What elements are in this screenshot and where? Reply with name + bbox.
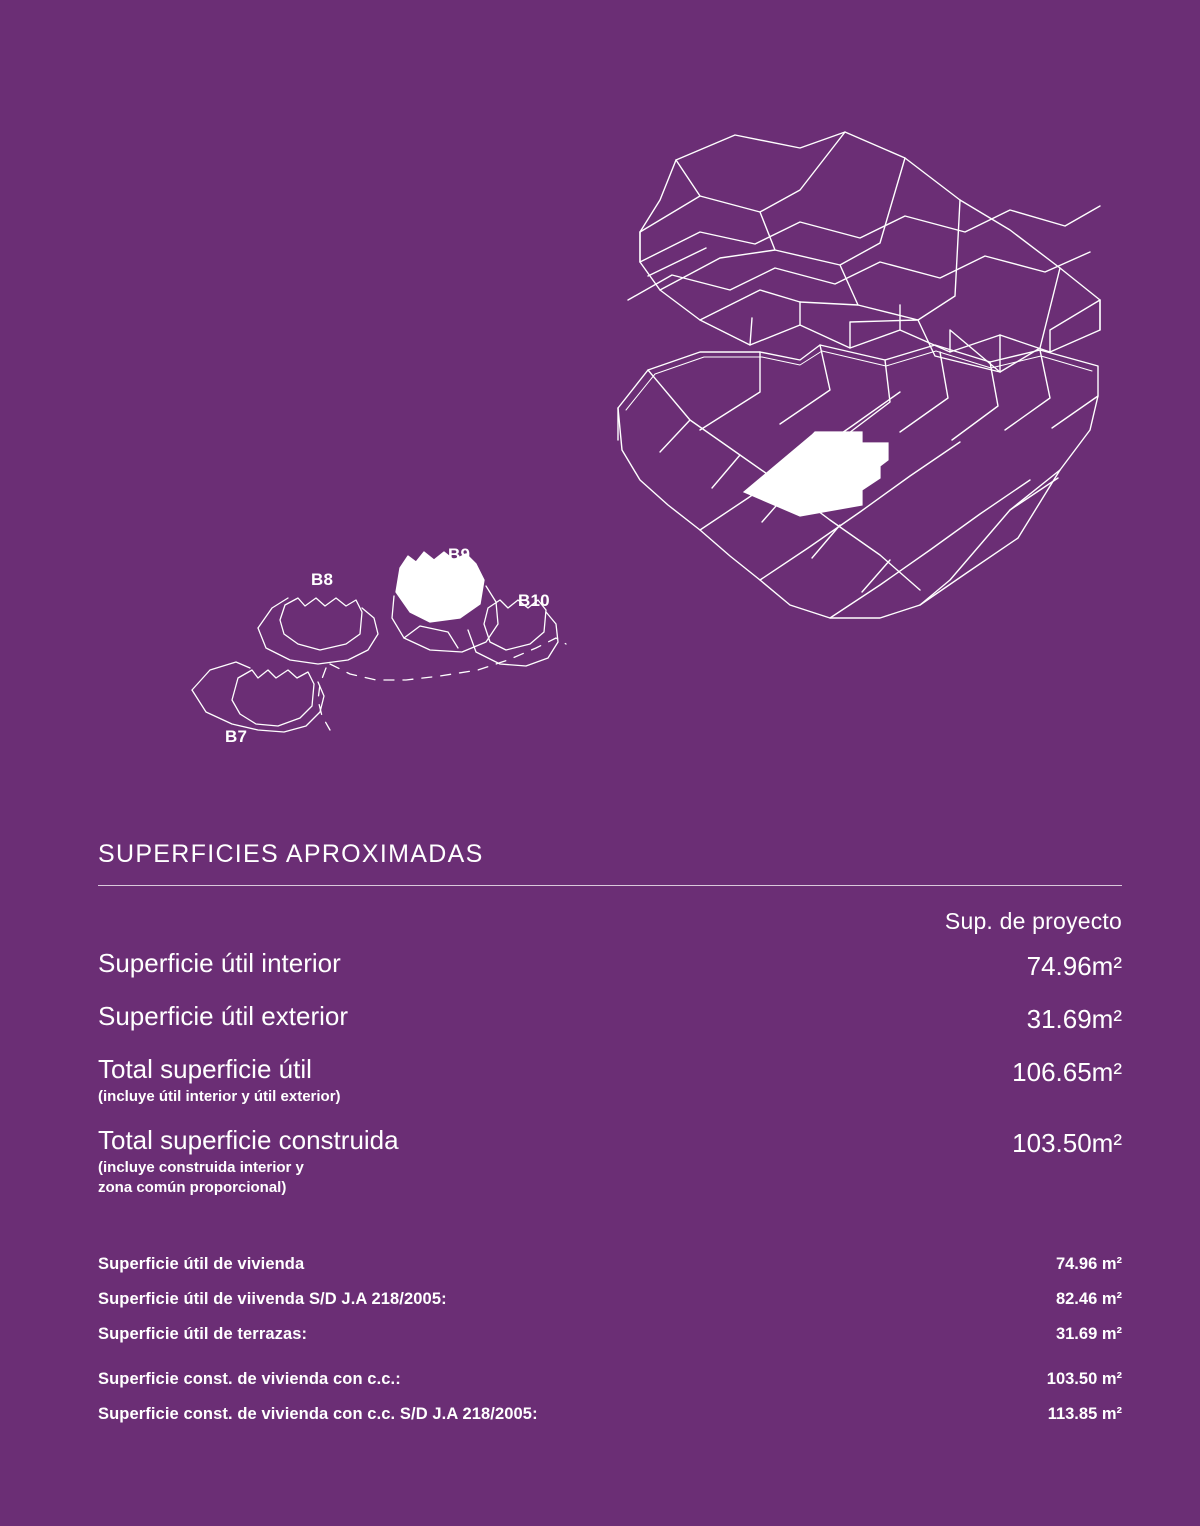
keyplan-label-b10: B10 <box>518 591 550 610</box>
site-key-plan <box>192 552 566 732</box>
detail-value: 113.85 m² <box>1047 1404 1122 1423</box>
title-divider <box>98 885 1122 886</box>
table-row <box>98 949 1122 982</box>
row-value: 31.69m² <box>1026 1004 1122 1034</box>
detail-label: Superficie const. de vivienda con c.c. S/D J.A 218/2005: <box>98 1404 538 1423</box>
column-header-sup-proyecto: Sup. de proyecto <box>944 908 1122 934</box>
row-value: 74.96m² <box>1026 951 1122 981</box>
list-item <box>98 1405 1122 1424</box>
surfaces-section <box>98 840 1122 1440</box>
row-sublabel: (incluye útil interior y útil exterior) <box>98 1088 341 1106</box>
detail-label: Superficie útil de vivienda <box>98 1254 305 1273</box>
keyplan-label-b9: B9 <box>448 545 471 564</box>
table-row <box>98 1002 1122 1035</box>
list-item <box>98 1325 1122 1344</box>
detail-label: Superficie const. de vivienda con c.c.: <box>98 1369 401 1388</box>
row-label: Superficie útil interior <box>98 948 341 978</box>
table-row <box>98 1055 1122 1106</box>
row-label: Superficie útil exterior <box>98 1001 348 1031</box>
section-title: SUPERFICIES APROXIMADAS <box>98 840 484 868</box>
detail-label: Superficie útil de viivenda S/D J.A 218/2005: <box>98 1289 447 1308</box>
detail-value: 82.46 m² <box>1055 1289 1122 1308</box>
list-item <box>98 1255 1122 1274</box>
detail-value: 103.50 m² <box>1046 1369 1122 1388</box>
detail-value: 31.69 m² <box>1055 1324 1122 1343</box>
detail-value: 74.96 m² <box>1055 1254 1122 1273</box>
highlighted-unit <box>744 432 888 516</box>
row-label: Total superficie útil <box>98 1054 312 1084</box>
table-row <box>98 1126 1122 1196</box>
keyplan-label-b7: B7 <box>225 727 248 746</box>
row-value: 103.50m² <box>1012 1128 1122 1159</box>
detail-surface-rows <box>98 1255 1122 1424</box>
row-value: 106.65m² <box>1012 1057 1122 1087</box>
row-label: Total superficie construida <box>98 1125 399 1156</box>
main-surface-rows <box>98 949 1122 1197</box>
keyplan-label-b8: B8 <box>311 570 334 589</box>
list-item <box>98 1370 1122 1389</box>
detail-label: Superficie útil de terrazas: <box>98 1324 308 1343</box>
list-item <box>98 1290 1122 1309</box>
row-sublabel: (incluye construida interior y zona común proporcional) <box>98 1159 304 1196</box>
